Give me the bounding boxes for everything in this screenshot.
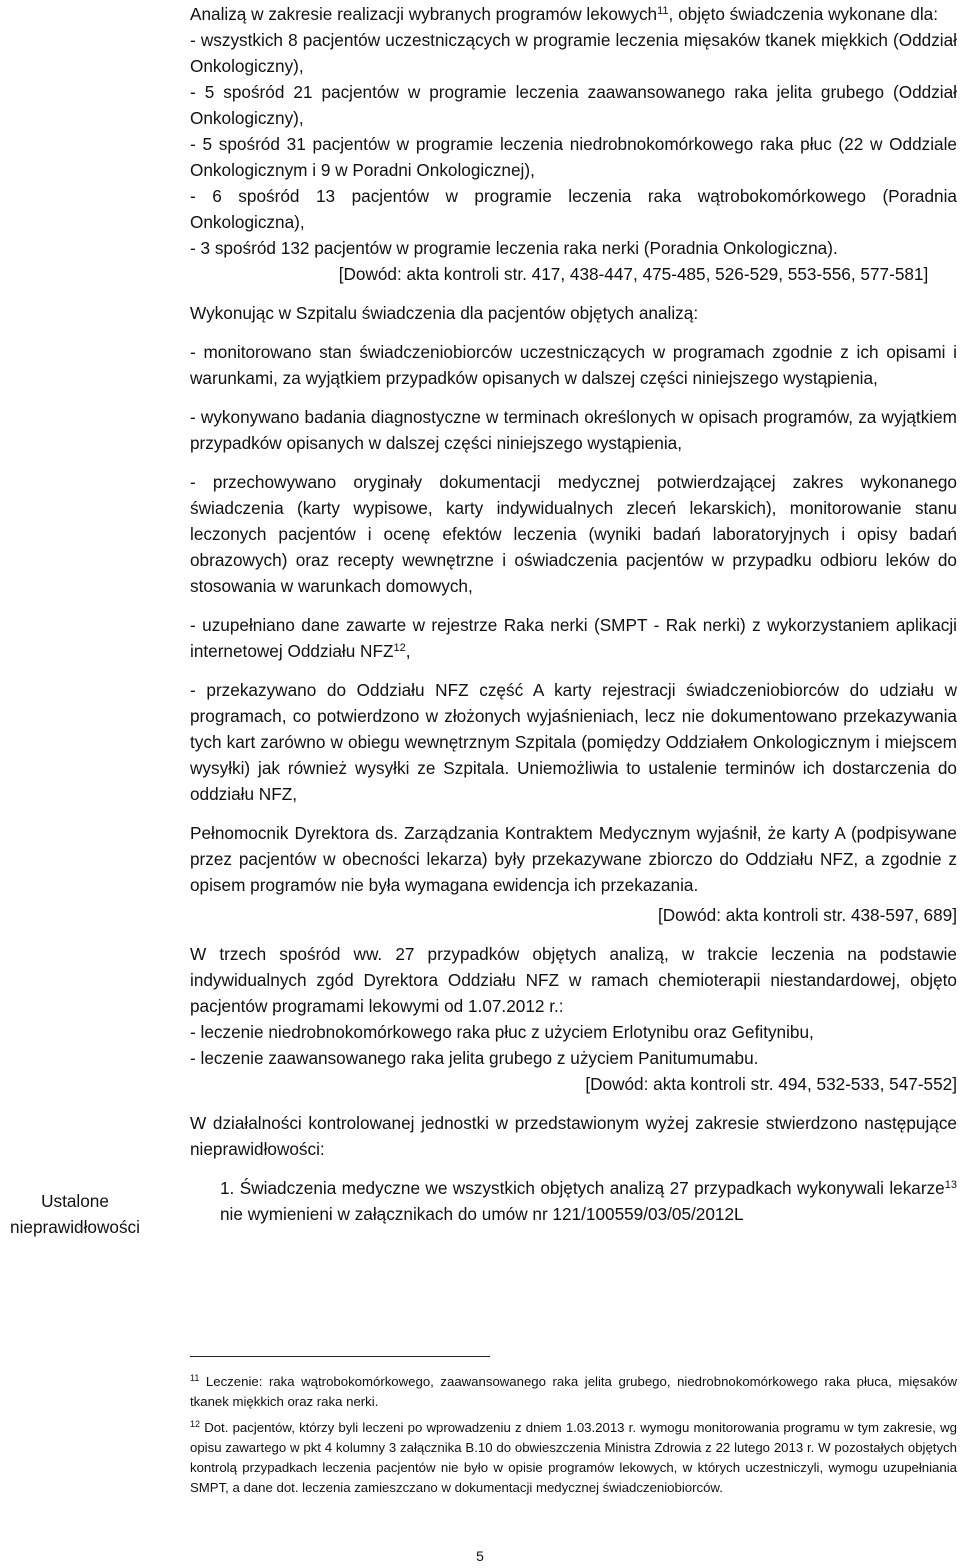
footnotes	[190, 1372, 957, 1504]
analysis-item: - wszystkich 8 pacjentów uczestniczących w programie leczenia mięsaków tkanek miękkich (Oddział Onkologiczny),	[190, 30, 957, 76]
analysis-intro: Analizą w zakresie realizacji wybranych programów lekowych$^{11}$, objęto świadczenia wykonane dla:	[190, 4, 938, 24]
footnote-separator	[190, 1356, 490, 1357]
programs-item: - leczenie zaawansowanego raka jelita grubego z użyciem Panitumumabu.	[190, 1048, 759, 1068]
services-paragraph: - przechowywano oryginały dokumentacji medycznej potwierdzającej zakres wykonanego świadczenia (karty wypisowe, karty indywidualnych zleceń lekarskich), monitorowanie stanu leczonych pacjentów i ocenę efektów leczenia (wyniki badań laboratoryjnych i opisy badań obrazowych) oraz recepty wewnętrzne i oświadczenia pacjentów w przypadku odbioru leków do stosowania w warunkach domowych,	[190, 472, 957, 596]
analysis-item: - 5 spośród 31 pacjentów w programie leczenia niedrobnokomórkowego raka płuc (22 w Oddziale Onkologicznym i 9 w Poradni Onkologicznej),	[190, 134, 957, 180]
footnote-ref-12: 12	[393, 642, 406, 654]
analysis-item: - 6 spośród 13 pacjentów w programie leczenia raka wątrobokomórkowego (Poradnia Onkologiczna),	[190, 186, 957, 232]
footnote-ref-13: 13	[944, 1179, 957, 1191]
services-paragraph: - wykonywano badania diagnostyczne w terminach określonych w opisach programów, za wyjątkiem przypadków opisanych w dalszej części niniejszego wystąpienia,	[190, 407, 957, 453]
main-text	[190, 1, 957, 1227]
evidence-reference: [Dowód: akta kontroli str. 417, 438-447, 475-485, 526-529, 553-556, 577-581]	[338, 264, 929, 284]
analysis-item: - 3 spośród 132 pacjentów w programie leczenia raka nerki (Poradnia Onkologiczna).	[190, 238, 838, 258]
evidence-reference: [Dowód: akta kontroli str. 494, 532-533, 547-552]	[585, 1074, 957, 1094]
irregularities-intro: W działalności kontrolowanej jednostki w przedstawionym wyżej zakresie stwierdzono następujące nieprawidłowości:	[190, 1113, 957, 1159]
footnote: $^{11}$ Leczenie: raka wątrobokomórkowego, zaawansowanego raka jelita grubego, niedrobnokomórkowego raka płuca, mięsaków tkanek miękkich oraz raka nerki.	[190, 1373, 958, 1409]
footnote-number: 12	[190, 1419, 201, 1429]
side-label-line-2: nieprawidłowości	[10, 1217, 140, 1237]
services-paragraph: - uzupełniano dane zawarte w rejestrze Raka nerki (SMPT - Rak nerki) z wykorzystaniem aplikacji internetowej Oddziału NFZ$^{12}$,	[190, 615, 957, 661]
analysis-item: - 5 spośród 21 pacjentów w programie leczenia zaawansowanego raka jelita grubego (Oddział Onkologiczny),	[190, 82, 957, 128]
footnote-ref-11: 11	[657, 5, 669, 17]
services-intro: Wykonując w Szpitalu świadczenia dla pacjentów objętych analizą:	[190, 303, 699, 323]
programs-item: - leczenie niedrobnokomórkowego raka płuc z użyciem Erlotynibu oraz Gefitynibu,	[190, 1022, 814, 1042]
footnote: $^{12}$ Dot. pacjentów, którzy byli leczeni po wprowadzeniu z dniem 1.03.2013 r. wymogu monitorowania programu w tym zakresie, wg opisu zawartego w pkt 4 kolumny 3 załącznika B.10 do obwieszczenia Ministra Zdrowia z 22 lutego 2013 r. W pozostałych objętych kontrolą przypadkach leczenia pacjentów nie było w opisie programów lekowych, w których uczestniczyli, wymogu uzupełniania SMPT, a dane dot. leczenia zamieszczano w dokumentacji medycznej świadczeniobiorców.	[190, 1419, 957, 1495]
side-label-line-1: Ustalone	[41, 1191, 109, 1211]
side-label	[0, 1188, 150, 1240]
irregularity-item: 1. Świadczenia medyczne we wszystkich objętych analizą 27 przypadkach wykonywali lekarze$^{13}$ nie wymienieni w załącznikach do umów nr 121/100559/03/05/2012L	[220, 1178, 957, 1224]
programs-paragraph: W trzech spośród ww. 27 przypadków objętych analizą, w trakcie leczenia na podstawie indywidualnych zgód Dyrektora Oddziału NFZ w ramach chemioterapii niestandardowej, objęto pacjentów programami lekowymi od 1.07.2012 r.:	[190, 944, 957, 1016]
explanation-paragraph: Pełnomocnik Dyrektora ds. Zarządzania Kontraktem Medycznym wyjaśnił, że karty A (podpisywane przez pacjentów w obecności lekarza) były przekazywane zbiorczo do Oddziału NFZ, a zgodnie z opisem programów nie była wymagana ewidencja ich przekazania.	[190, 823, 957, 895]
page-number: 5	[476, 1548, 484, 1564]
services-paragraph: - przekazywano do Oddziału NFZ część A karty rejestracji świadczeniobiorców do udziału w programach, co potwierdzono w złożonych wyjaśnieniach, lecz nie dokumentowano przekazywania tych kart zarówno w obiegu wewnętrznym Szpitala (pomiędzy Oddziałem Onkologicznym i miejscem wysyłki) jak również wysyłki ze Szpitala. Uniemożliwia to ustalenie terminów ich dostarczenia do oddziału NFZ,	[190, 680, 957, 804]
irregularity-number: 1.	[220, 1178, 235, 1198]
evidence-reference: [Dowód: akta kontroli str. 438-597, 689]	[657, 905, 957, 925]
footnote-number: 11	[190, 1373, 200, 1383]
services-paragraph: - monitorowano stan świadczeniobiorców uczestniczących w programach zgodnie z ich opisami i warunkami, za wyjątkiem przypadków opisanych w dalszej części niniejszego wystąpienia,	[190, 342, 957, 388]
